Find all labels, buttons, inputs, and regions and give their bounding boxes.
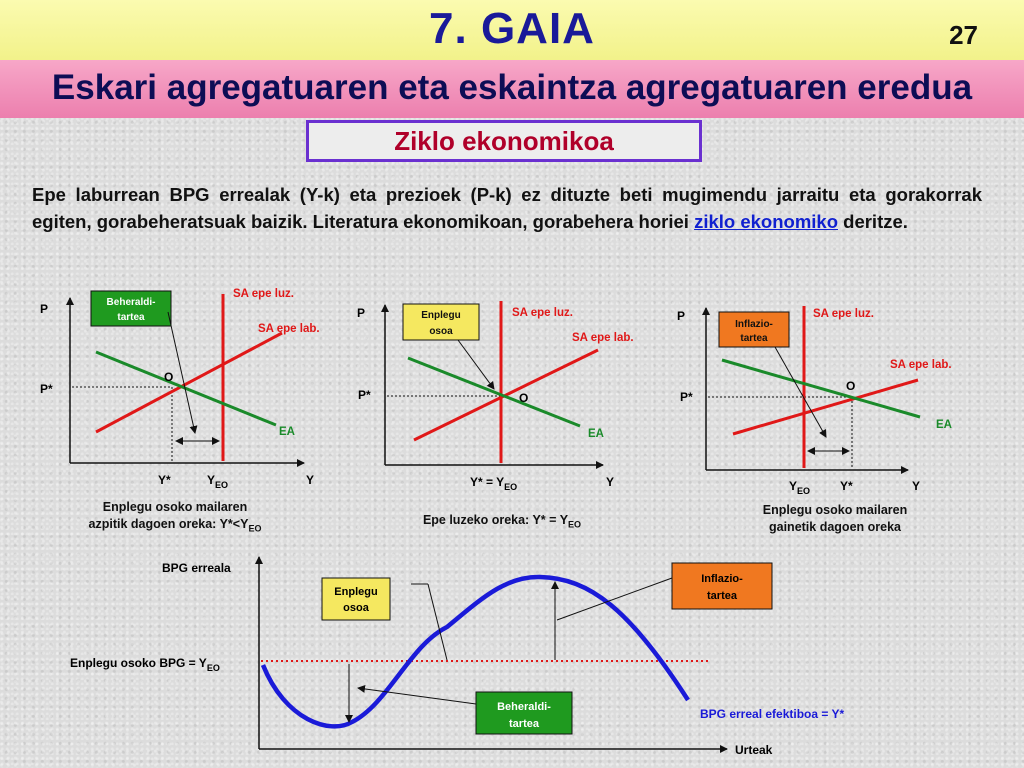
pointer-arrow — [775, 347, 826, 437]
y-axis-label: Y — [306, 473, 315, 487]
yeo-label: $Y_{EO}$ — [789, 479, 811, 496]
equilibrium-label: O — [846, 379, 856, 393]
effective-gdp-label: BPG erreal efektiboa = Y* — [700, 707, 845, 721]
ea-line — [408, 358, 580, 426]
equilibrium-label: O — [164, 370, 174, 384]
equilibrium-label: O — [519, 391, 529, 405]
p-star-label: P* — [40, 382, 53, 396]
panel-3-caption — [735, 502, 935, 536]
full-employment-leader-2 — [428, 584, 447, 660]
cycle-link[interactable]: ziklo ekonomiko — [694, 211, 838, 232]
panel-1-caption — [55, 499, 295, 538]
slide-title: 7. GAIA — [429, 4, 595, 53]
intro-text-end: deritze. — [838, 211, 908, 232]
pointer-arrow — [458, 340, 494, 389]
sa-long-label: SA epe luz. — [813, 308, 874, 320]
y-equal-label: $Y* = Y_{EO}$ — [470, 475, 518, 492]
p-axis-label: P — [357, 306, 366, 320]
full-employment-label: Enplegu osoko BPG = $Y_{EO}$ — [70, 656, 220, 673]
y-axis-label: Y — [606, 475, 615, 489]
box-line-1: Beheraldi- — [106, 297, 156, 308]
panel-inflation — [677, 306, 952, 496]
p-axis-label: P — [677, 309, 686, 323]
box-line-2: tartea — [740, 333, 768, 344]
y-axis-label: Y — [912, 479, 921, 493]
caption-line-1: Enplegu osoko mailaren — [102, 500, 248, 514]
caption-line-2: azpitik dagoen oreka: $Y*<Y_{EO}$ — [88, 517, 262, 534]
box-full-line-1: Enplegu — [334, 586, 378, 598]
sa-short-label: SA epe lab. — [258, 323, 320, 335]
p-star-label: P* — [680, 390, 693, 404]
box-line-1: Inflazio- — [735, 319, 773, 330]
business-cycle-chart — [70, 557, 845, 757]
intro-text: Epe laburrean BPG errealak (Y-k) eta prezioek (P-k) ez dituzte beti mugimendu jarraitu eta gorakorrak egiten, gorabeheratsuak baizik. Literatura ekonomikoan, gorabehera horiei — [32, 184, 982, 232]
box-low-line-1: Beheraldi- — [497, 701, 551, 713]
y-star-label: Y* — [840, 479, 853, 493]
box-line-1: Enplegu — [421, 310, 461, 321]
box-infl-line-2: tartea — [707, 590, 737, 602]
box-low-line-2: tartea — [509, 718, 539, 730]
sa-long-label: SA epe luz. — [233, 288, 294, 300]
box-infl-line-1: Inflazio- — [701, 573, 743, 585]
caption-line-2: gainetik dagoen oreka — [769, 520, 901, 534]
sa-long-label: SA epe luz. — [512, 307, 573, 319]
sa-short-label: SA epe lab. — [890, 359, 952, 371]
slide-subtitle: Eskari agregatuaren eta eskaintza agregatuaren eredua — [51, 68, 973, 107]
ea-label: EA — [279, 426, 295, 438]
y-star-label: Y* — [158, 473, 171, 487]
inflation-gap-box — [672, 563, 772, 609]
box-full-line-2: osoa — [343, 602, 369, 614]
sa-short-run-line — [414, 350, 598, 440]
panel-full-employment — [357, 301, 634, 492]
time-axis-label: Urteak — [735, 743, 773, 757]
page-number: 27 — [949, 20, 978, 50]
panel-recession — [40, 288, 320, 490]
panel-2-caption: Epe luzeko oreka: $Y* = Y_{EO}$ — [422, 513, 582, 530]
box-line-2: osoa — [429, 326, 453, 337]
section-title: Ziklo ekonomikoa — [394, 126, 614, 156]
box-line-2: tartea — [117, 312, 145, 323]
sa-short-label: SA epe lab. — [572, 332, 634, 344]
caption-line-1: Enplegu osoko mailaren — [762, 503, 908, 517]
ea-line — [96, 352, 276, 425]
yeo-label: $Y_{EO}$ — [207, 473, 229, 490]
ea-label: EA — [936, 419, 952, 431]
ea-label: EA — [588, 428, 604, 440]
p-star-label: P* — [358, 388, 371, 402]
gdp-axis-label: BPG erreala — [162, 561, 231, 575]
p-axis-label: P — [40, 302, 49, 316]
